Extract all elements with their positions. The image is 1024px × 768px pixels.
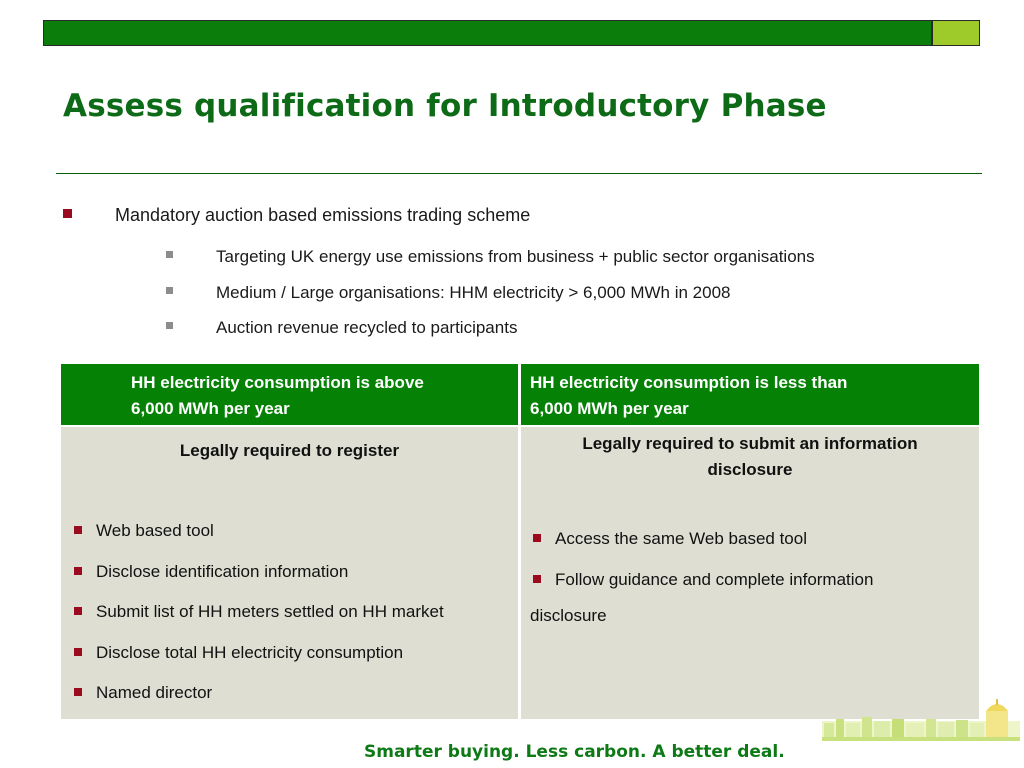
square-bullet-icon xyxy=(166,322,173,329)
header-line: HH electricity consumption is less than xyxy=(530,373,848,392)
square-bullet-icon xyxy=(74,648,82,656)
main-bullet-text: Mandatory auction based emissions trading scheme xyxy=(115,205,531,225)
header-line: 6,000 MWh per year xyxy=(131,399,290,418)
square-bullet-icon xyxy=(166,287,173,294)
square-bullet-icon xyxy=(74,567,82,575)
square-bullet-icon xyxy=(533,575,541,583)
skyline-logo-icon xyxy=(822,697,1020,741)
slide-title: Assess qualification for Introductory Phase xyxy=(63,88,827,124)
cell-heading: Legally required to register xyxy=(179,441,400,460)
table-cell-disclosure: Legally required to submit an information disclosure Access the same Web based tool Follow guidance and complete information disclosure xyxy=(521,427,979,719)
table-header-below xyxy=(521,364,979,425)
title-divider xyxy=(56,173,982,174)
sub-bullet-text: Medium / Large organisations: HHM electricity > 6,000 MWh in 2008 xyxy=(216,283,731,302)
header-line: HH electricity consumption is above xyxy=(131,373,424,392)
list-item-continuation: disclosure xyxy=(530,606,607,625)
qualification-table xyxy=(60,363,980,720)
square-bullet-icon xyxy=(63,209,72,218)
table-header-above xyxy=(61,364,518,425)
square-bullet-icon xyxy=(74,607,82,615)
table-cell-register: Legally required to register Web based tool Disclose identification information Submit list of HH meters settled on HH market Disclose total HH electricity consumption Named director xyxy=(61,427,518,719)
square-bullet-icon xyxy=(74,526,82,534)
header-line: 6,000 MWh per year xyxy=(530,399,689,418)
top-banner-bar xyxy=(43,20,980,46)
sub-bullet-text: Targeting UK energy use emissions from business + public sector organisations xyxy=(216,247,815,266)
cell-heading: Legally required to submit an information disclosure xyxy=(582,434,918,479)
footer-tagline: Smarter buying. Less carbon. A better deal. xyxy=(364,742,785,762)
square-bullet-icon xyxy=(166,251,173,258)
square-bullet-icon xyxy=(74,688,82,696)
square-bullet-icon xyxy=(533,534,541,542)
banner-accent-block xyxy=(931,21,979,45)
sub-bullet-text: Auction revenue recycled to participants xyxy=(216,318,518,337)
